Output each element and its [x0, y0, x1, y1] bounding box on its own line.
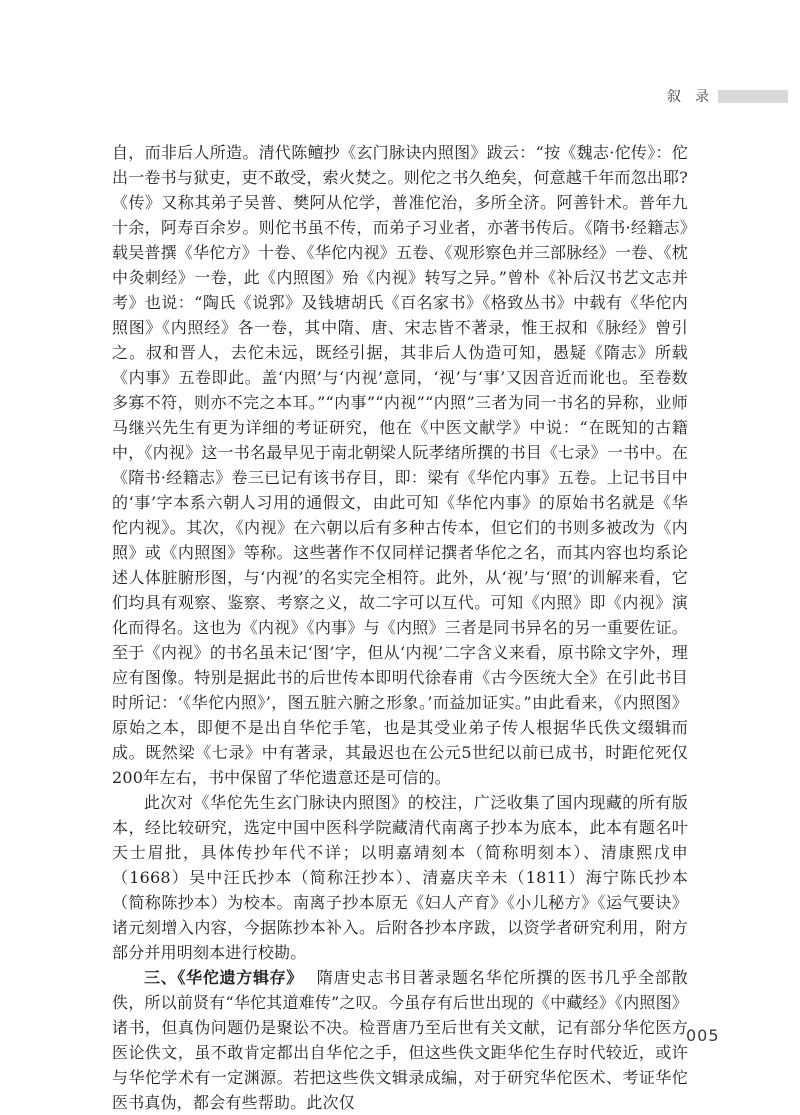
paragraph-text: 隋唐史志书目著录题名华佗所撰的医书几乎全部散佚，所以前贤有“华佗其道难传”之叹。今虽存有后世出现的《中藏经》《内照图》诸书，但真伪问题仍是聚讼不决。检晋唐乃至后世有关文献，记有部分华佗医方医论佚文，虽不敢肯定都出自华佗之手，但这些佚文距华佗生存时代较近，或许与华佗学术有一定渊源。若把这些佚文辑录成编，对于研究华佗医术、考证华佗医书真伪，都会有些帮助。此次仅 — [112, 968, 688, 1112]
header-rule-bar — [718, 90, 788, 103]
body-text — [112, 140, 688, 1115]
paragraph: 此次对《华佗先生玄门脉诀内照图》的校注，广泛收集了国内现藏的所有版本，经比较研究，选定中国中医科学院藏清代南离子抄本为底本，此本有题名叶天士眉批，具体传抄年代不详；以明嘉靖刻本（简称明刻本）、清康熙戊申（1668）吴中汪氏抄本（简称汪抄本）、清嘉庆辛未（1811）海宁陈氏抄本（简称陈抄本）为校本。南离子抄本原无《妇人产育》《小儿秘方》《运气要诀》诸元刻增入内容，今据陈抄本补入。后附各抄本序跋，以资学者研究利用，附方部分并用明刻本进行校勘。 — [112, 793, 688, 962]
section-heading: 三、《华佗遗方辑存》 — [144, 968, 304, 987]
paragraph — [112, 965, 688, 1115]
running-head-title: 叙 录 — [667, 89, 709, 105]
page-header — [667, 86, 788, 106]
paragraph: 自，而非后人所造。清代陈鳣抄《玄门脉诀内照图》跋云：“按《魏志·佗传》：佗出一卷书与狱吏，吏不敢受，索火焚之。则佗之书久绝矣，何意越千年而忽出耶?《传》又称其弟子吴普、樊阿从佗学，普准佗治，多所全济。阿善针术。普年九十余，阿寿百余岁。则佗书虽不传，而弟子习业者，亦著书传后。《隋书·经籍志》载吴普撰《华佗方》十卷、《华佗内视》五卷、《观形察色并三部脉经》一卷、《枕中灸刺经》一卷，此《内照图》殆《内视》转写之异。”曾朴《补后汉书艺文志并考》也说：“陶氏《说郛》及钱塘胡氏《百名家书》《格致丛书》中载有《华佗内照图》《内照经》各一卷，其中隋、唐、宋志皆不著录，惟王叔和《脉经》曾引之。叔和晋人，去佗未远，既经引据，其非后人伪造可知，愚疑《隋志》所载《内事》五卷即此。盖‘内照’与‘内视’意同，‘视’与‘事’又因音近而讹也。至卷数多寡不符，则亦不完之本耳。”“内事”“内视”“内照”三者为同一书名的异称，业师马继兴先生有更为详细的考证研究，他在《中医文献学》中说：“在既知的古籍中，《内视》这一书名最早见于南北朝梁人阮孝绪所撰的书目《七录》一书中。在《隋书·经籍志》卷三已记有该书存目，即：梁有《华佗内事》五卷。上记书目中的‘事’字本系六朝人习用的通假文，由此可知《华佗内事》的原始书名就是《华佗内视》。其次，《内视》在六朝以后有多种古传本，但它们的书则多被改为《内照》或《内照图》等称。这些著作不仅同样记撰者华佗之名，而其内容也均系论述人体脏腑形图，与‘内视’的名实完全相符。此外，从‘视’与‘照’的训解来看，它们均具有观察、鉴察、考察之义，故二字可以互代。可知《内照》即《内视》演化而得名。这也为《内视》《内事》与《内照》三者是同书异名的另一重要佐证。至于《内视》的书名虽未记‘图’字，但从‘内视’二字含义来看，原书除文字外，理应有图像。特别是据此书的后世传本即明代徐春甫《古今医统大全》在引此书目时所记：‘《华佗内照》’，图五脏六腑之形象。’而益加证实。”由此看来，《内照图》原始之本，即便不是出自华佗手笔，也是其受业弟子传人根据华氏佚文缀辑而成。既然梁《七录》中有著录，其最迟也在公元5世纪以前已成书，时距佗死仅200年左右，书中保留了华佗遗意还是可信的。 — [112, 143, 688, 787]
page-number: 005 — [686, 1026, 720, 1045]
